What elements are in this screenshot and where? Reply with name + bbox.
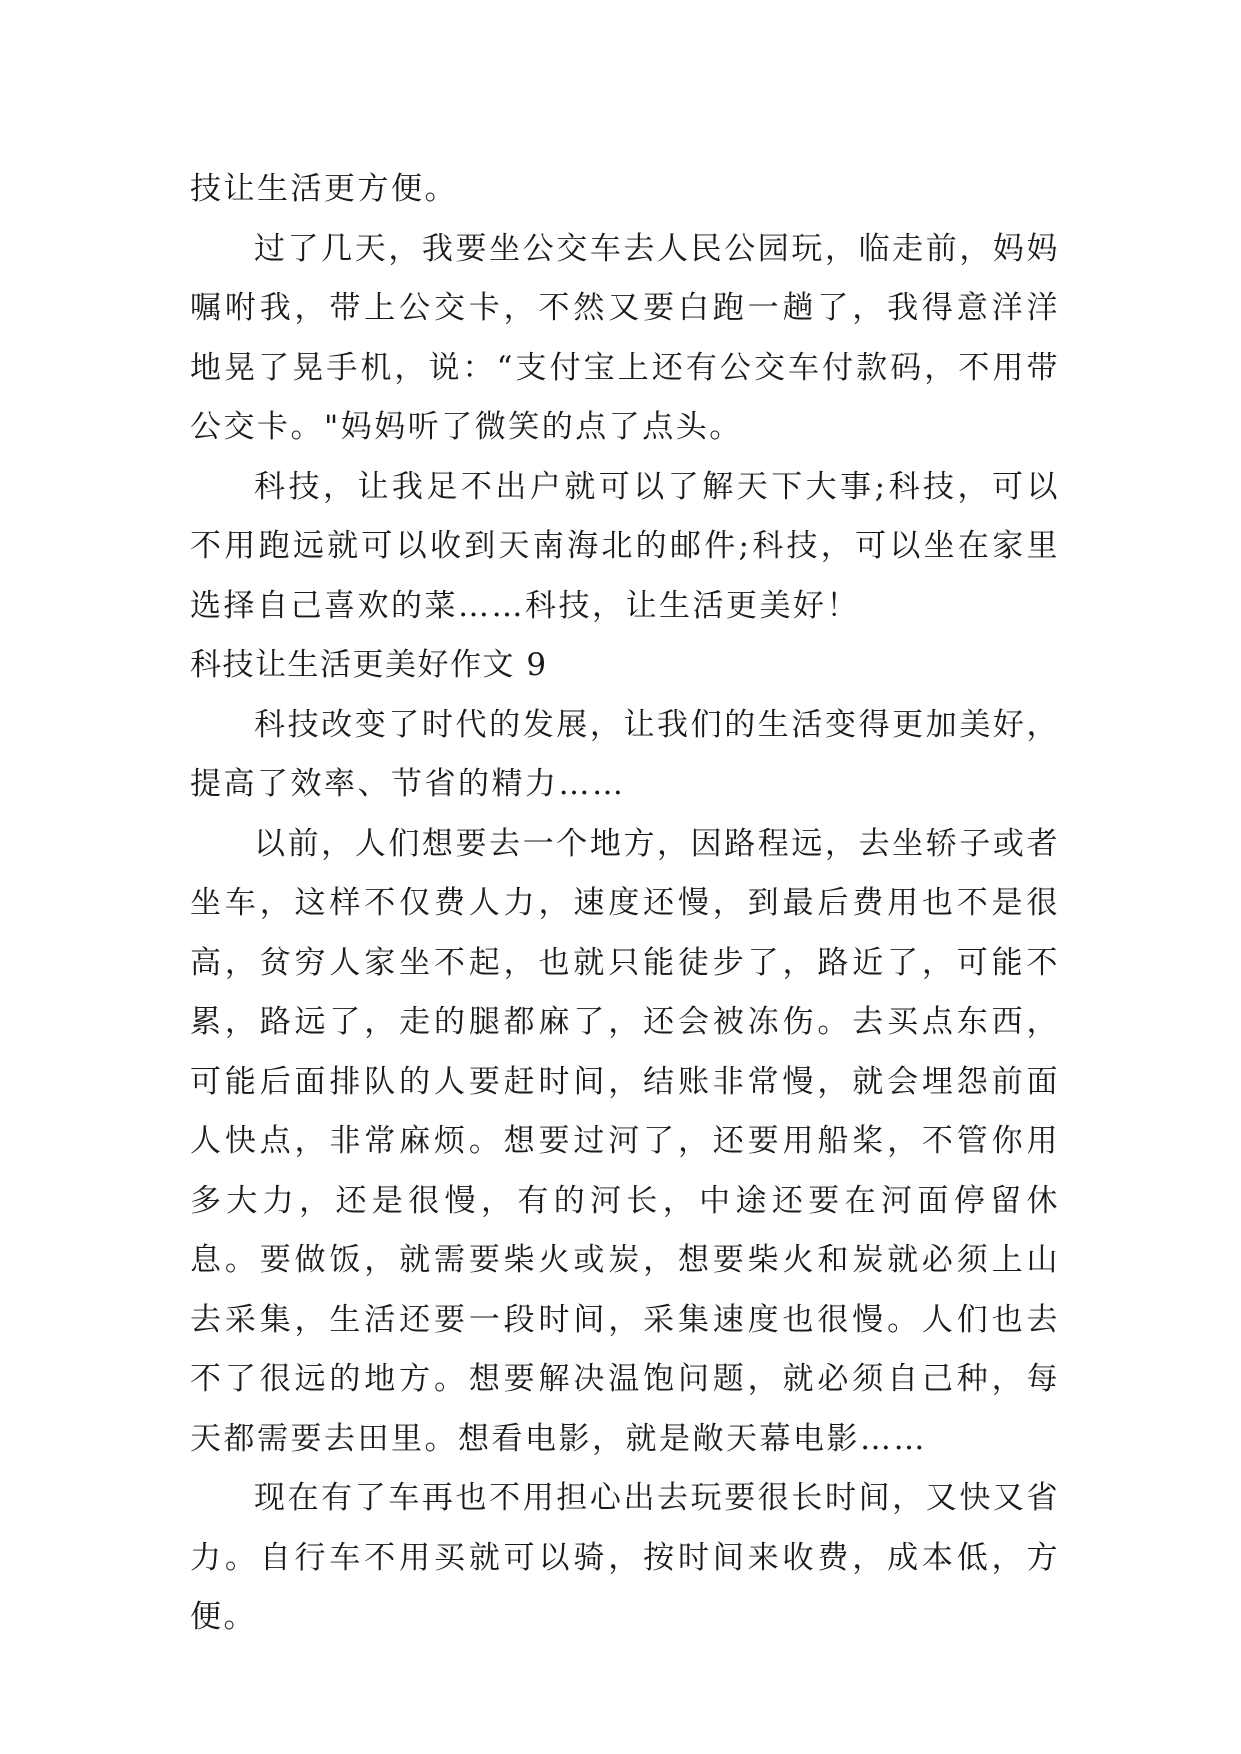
paragraph-past: 以前，人们想要去一个地方，因路程远，去坐轿子或者坐车，这样不仅费人力，速度还慢，到最后费用也不是很高，贫穷人家坐不起，也就只能徒步了，路近了，可能不累，路远了，走的腿都麻了，还会被冻伤。去买点东西，可能后面排队的人要赶时间，结账非常慢，就会埋怨前面人快点，非常麻烦。想要过河了，还要用船桨，不管你用多大力，还是很慢，有的河长，中途还要在河面停留休息。要做饭，就需要柴火或炭，想要柴火和炭就必须上山去采集，生活还要一段时间，采集速度也很慢。人们也去不了很远的地方。想要解决温饱问题，就必须自己种，每天都需要去田里。想看电影，就是敞天幕电影…… bbox=[190, 825, 1060, 1457]
paragraph-intro: 科技改变了时代的发展，让我们的生活变得更加美好，提高了效率、节省的精力…… bbox=[190, 706, 1060, 802]
paragraph-bus-card: 过了几天，我要坐公交车去人民公园玩，临走前，妈妈嘱咐我，带上公交卡，不然又要白跑一趟了，我得意洋洋地晃了晃手机，说：“支付宝上还有公交车付款码，不用带公交卡。"妈妈听了微笑的点了点头。 bbox=[190, 230, 1060, 445]
paragraph-continuation: 技让生活更方便。 bbox=[190, 171, 458, 207]
essay-title: 科技让生活更美好作文 9 bbox=[190, 647, 548, 683]
paragraph-tech-summary: 科技，让我足不出户就可以了解天下大事;科技，可以不用跑远就可以收到天南海北的邮件;科技，可以坐在家里选择自己喜欢的菜……科技，让生活更美好！ bbox=[190, 468, 1060, 624]
article-body bbox=[190, 160, 1060, 1648]
paragraph-present: 现在有了车再也不用担心出去玩要很长时间，又快又省力。自行车不用买就可以骑，按时间来收费，成本低，方便。 bbox=[190, 1480, 1060, 1635]
